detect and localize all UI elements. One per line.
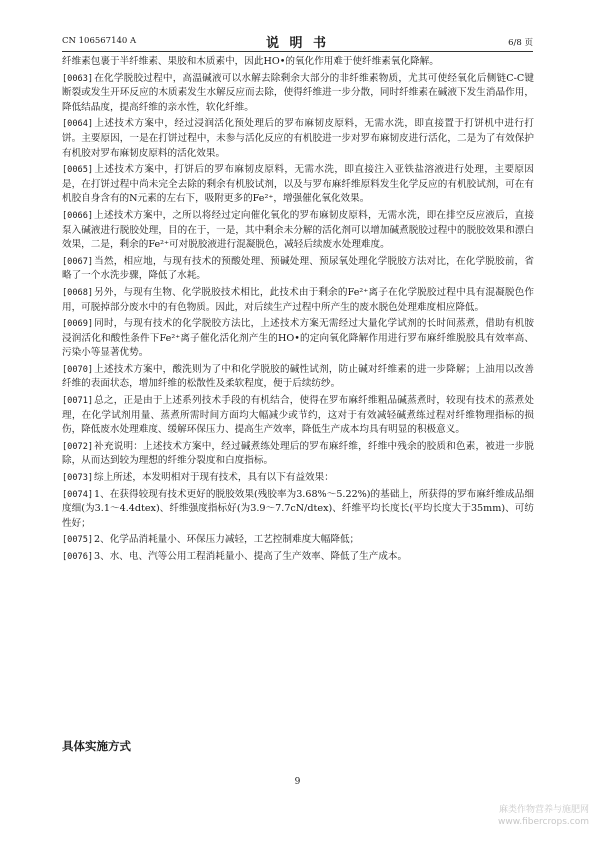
paragraph-number: [0073] [62,473,94,484]
numbered-paragraph [62,440,534,469]
paragraph-text: 总之，正是由于上述系列技术手段的有机结合，使得在罗布麻纤维粗品碱蒸煮时，较现有技术的蒸煮处理，在化学试剂用量、蒸煮所需时间方面均大幅减少或节约，这对于有效减轻碱煮练过程对纤维物理指标的损伤，降低废水处理难度、缓解环保压力、提高生产效率，降低生产成本均具有明显的积极意义。 [62,395,534,436]
numbered-paragraph [62,363,534,392]
paragraph-number: [0067] [62,256,94,267]
numbered-paragraph [62,255,534,284]
paragraph-text: 在化学脱胶过程中，高温碱液可以水解去除剩余大部分的非纤维素物质，尤其可使经氧化后侧链C-C键断裂或发生开环反应的木质素发生水解反应而去除，使得纤维进一步分散，同时纤维素在碱液下发生消晶作用，降低结晶度，提高纤维的亲水性，软化纤维。 [62,72,534,113]
header-rule [62,51,533,52]
watermark-line-1: 麻类作物营养与施肥网 [498,805,589,815]
paragraph-text: 2、化学品消耗量小、环保压力减轻，工艺控制难度大幅降低； [94,534,360,546]
paragraph-text: 1、在获得较现有技术更好的脱胶效果(残胶率为3.68%～5.22%)的基础上，所获得的罗布麻纤维成品细度细(为3.1～4.4dtex)、纤维强度指标好(为3.9～7.7cN/dtex)、纤维平均长度长(平均长度大于35mm)、可纺性好； [62,488,534,529]
page-counter: 6/8 页 [508,38,533,48]
document-title: 说 明 书 [265,36,330,51]
paragraph-number: [0069] [62,319,94,330]
paragraph-text: 综上所述，本发明相对于现有技术，具有以下有益效果： [94,472,334,484]
paragraph-text: 上述技术方案中，打饼后的罗布麻韧皮原料，无需水洗，即直接注入亚铁盐溶液进行处理，主要原因是，在打饼过程中尚未完全去除的剩余有机胶试剂，以及与罗布麻纤维原料发生化学反应的有机胶试剂，可在有机胶自身含有的N元素的左右下，吸附更多的Fe²⁺，增强催化氧化效果。 [62,164,534,205]
paragraph-text: 当然，相应地，与现有技术的预酸处理、预碱处理、预尿氧处理化学脱胶方法对比，在化学脱胶前，省略了一个水洗步骤，降低了水耗。 [62,255,534,282]
paragraph-number: [0064] [62,119,94,130]
numbered-paragraph [62,533,534,548]
numbered-paragraph [62,550,534,565]
paragraph-list [62,72,534,565]
numbered-paragraph [62,317,534,361]
paragraph-number: [0068] [62,287,94,298]
paragraph-number: [0076] [62,552,94,562]
numbered-paragraph [62,488,534,532]
numbered-paragraph [62,394,534,438]
section-heading: 具体实施方式 [62,739,131,753]
paragraph-number: [0070] [62,364,94,375]
paragraph-text: 上述技术方案中，经过浸润活化预处理后的罗布麻韧皮原料，无需水洗，即直接置于打饼机中进行打饼。主要原因，一是在打饼过程中，未参与活化反应的有机胶进一步对罗布麻韧皮进行活化，二是为了有效保护有机胶对罗布麻韧皮原料的活化效果。 [62,118,534,159]
numbered-paragraph [62,209,534,253]
paragraph-number: [0066] [62,210,94,221]
continued-paragraph: 纤维素包裹于半纤维素、果胶和木质素中，因此HO•的氧化作用难于使纤维素氧化降解。 [62,56,439,67]
paragraph-number: [0071] [62,396,94,407]
numbered-paragraph [62,117,534,161]
paragraph-number: [0072] [62,441,94,452]
document-body [62,55,534,567]
page-number: 9 [294,777,301,787]
numbered-paragraph [62,286,534,315]
site-watermark [498,804,589,828]
paragraph-number: [0074] [62,489,94,500]
numbered-paragraph [62,163,534,207]
paragraph-number: [0065] [62,165,94,176]
paragraph-text: 同时，与现有技术的化学脱胶方法比，上述技术方案无需经过大量化学试剂的长时间蒸煮，借助有机胺浸润活化和酸性条件下Fe²⁺离子催化活化剂产生的HO•的定向氧化降解作用进行罗布麻纤维脱胶具有效率高、污染小等显著优势。 [62,318,534,359]
paragraph-text: 另外，与现有生物、化学脱胶技术相比，此技术由于剩余的Fe²⁺离子在化学脱胶过程中具有混凝脱色作用，可脱掉部分废水中的有色物质。因此，对后续生产过程中所产生的废水脱色处理难度相应降低。 [62,286,534,313]
numbered-paragraph [62,471,534,486]
watermark-line-2: www.fibercrops.com [498,817,589,827]
page-header [62,32,533,51]
publication-number: CN 106567140 A [62,36,137,46]
paragraph-number: [0063] [62,73,94,84]
paragraph-number: [0075] [62,535,94,546]
numbered-paragraph [62,72,534,116]
paragraph-text: 上述技术方案中，之所以将经过定向催化氧化的罗布麻韧皮原料，无需水洗，即在排空反应液后，直接泵入碱液进行脱胶处理，目的在于，一是，其中剩余未分解的活化剂可以增加碱煮脱胶过程中的脱胶效果和漂白效果，二是，剩余的Fe²⁺可对脱胶液进行混凝脱色，减轻后续废水处理难度。 [62,209,534,251]
paragraph-text: 补充说明：上述技术方案中，经过碱煮练处理后的罗布麻纤维，纤维中残余的胶质和色素，被进一步脱除，从而达到较为理想的纤维分裂度和白度指标。 [62,440,534,467]
paragraph-text: 上述技术方案中，酸洗则为了中和化学脱胶的碱性试剂，防止碱对纤维素的进一步降解；上油用以改善纤维的表面状态，增加纤维的松散性及柔软程度，便于后续纺纱。 [62,363,534,390]
paragraph-text: 3、水、电、汽等公用工程消耗量小、提高了生产效率、降低了生产成本。 [94,551,408,562]
